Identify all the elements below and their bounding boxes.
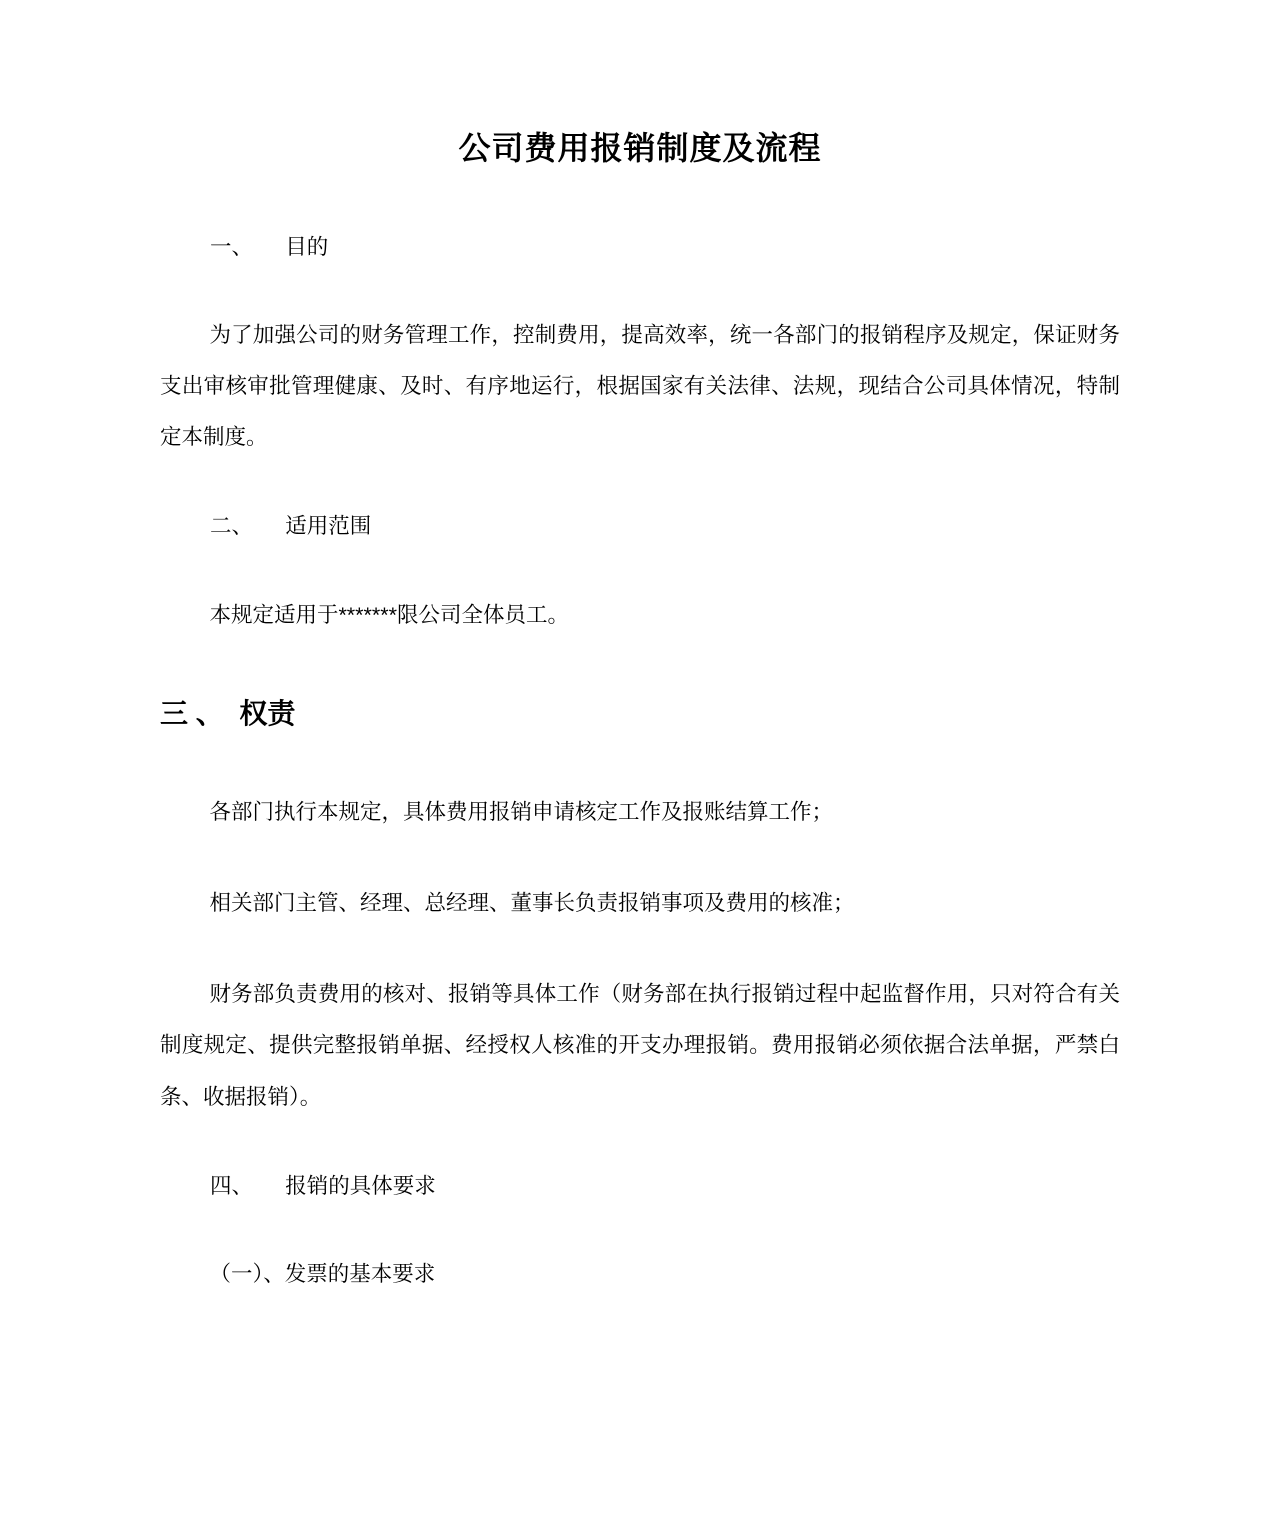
paragraph-responsibility-departments: 各部门执行本规定，具体费用报销申请核定工作及报账结算工作； xyxy=(209,800,833,824)
paragraph-invoice-requirements: （一）、发票的基本要求 xyxy=(209,1262,436,1287)
paragraph-scope-body: 本规定适用于*******限公司全体员工。 xyxy=(209,602,570,627)
section-heading-responsibilities: 三 、 权责 xyxy=(160,698,296,729)
document-title: 公司费用报销制度及流程 xyxy=(458,130,822,166)
paragraph-responsibility-managers: 相关部门主管、经理、总经理、董事长负责报销事项及费用的核准； xyxy=(209,891,855,916)
section-heading-scope: 二、 适用范围 xyxy=(210,514,372,539)
section-heading-purpose: 一、 目的 xyxy=(210,234,329,259)
paragraph-purpose-body: 为了加强公司的财务管理工作，控制费用，提高效率，统一各部门的报销程序及规定，保证财务支出审核审批管理健康、及时、有序地运行，根据国家有关法律、法规，现结合公司具体情况，特制定本制度。 xyxy=(160,322,1120,450)
paragraph-responsibility-finance: 财务部负责费用的核对、报销等具体工作（财务部在执行报销过程中起监督作用，只对符合有关制度规定、提供完整报销单据、经授权人核准的开支办理报销。费用报销必须依据合法单据，严禁白条、收据报销）。 xyxy=(160,982,1120,1109)
section-heading-requirements: 四、 报销的具体要求 xyxy=(210,1173,436,1198)
